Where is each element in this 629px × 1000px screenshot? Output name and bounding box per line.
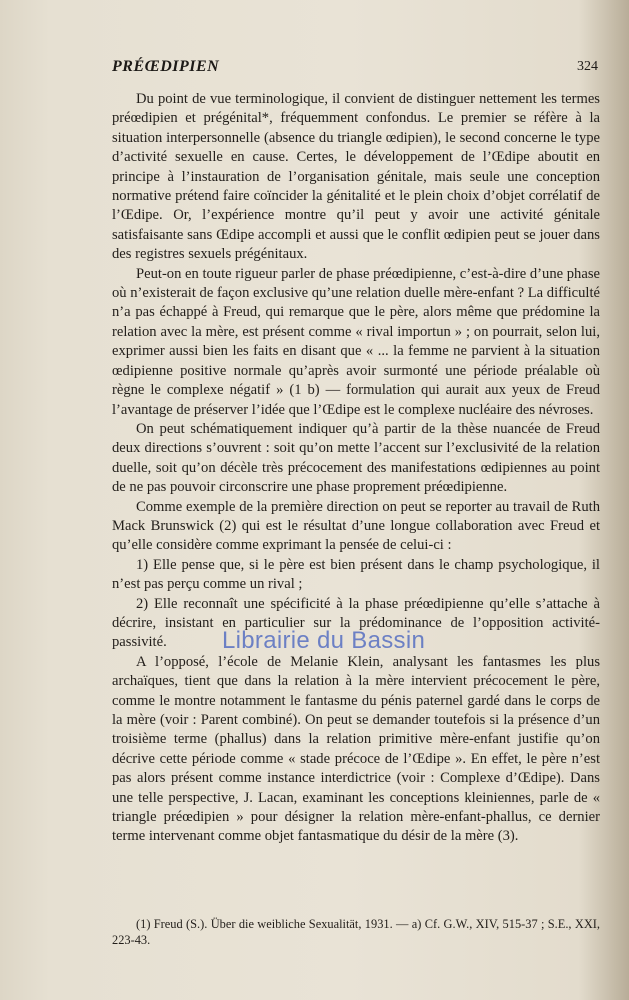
running-head: PRÉŒDIPIEN bbox=[112, 58, 220, 75]
body-text bbox=[112, 90, 600, 847]
paragraph: Comme exemple de la première direction on peut se reporter au travail de Ruth Mack Brunswick (2) qui est le résultat d’une longue collaboration avec Freud et qu’elle considère comme exprimant la pensée de celui-ci : bbox=[112, 498, 600, 554]
paragraph: Peut-on en toute rigueur parler de phase préœdipienne, c’est-à-dire d’une phase où n’existerait de façon exclusive qu’une relation duelle mère-enfant ? La difficulté n’a pas échappé à Freud, qui remarque que le père, alors même que prédomine la relation avec la mère, est présent comme « rival importun » ; on pourrait, selon lui, exprimer aussi bien les faits en disant que « ... la femme ne parvient à la situation œdipienne positive normale qu’après avoir surmonté une période préalable où règne le complexe négatif » (1 b) — formulation qui aurait aux yeux de Freud l’avantage de préserver l’idée que l’Œdipe est le complexe nucléaire des névroses. bbox=[112, 265, 600, 418]
list-item: 2) Elle reconnaît une spécificité à la phase préœdipienne qu’elle s’attache à décrire, insistant en particulier sur la prédominance de l’opposition activité-passivité. bbox=[112, 595, 600, 651]
footnote: (1) Freud (S.). Über die weibliche Sexualität, 1931. — a) Cf. G.W., XIV, 515-37 ; S.E., XXI, 223-43. bbox=[112, 917, 600, 947]
list-item: 1) Elle pense que, si le père est bien présent dans le champ psychologique, il n’est pas perçu comme un rival ; bbox=[112, 556, 600, 593]
paragraph: A l’opposé, l’école de Melanie Klein, analysant les fantasmes les plus archaïques, tient que dans la relation à la mère intervient précocement le père, comme le montre notamment le fantasme du pénis paternel gardé dans le corps de la mère (voir : Parent combiné). On peut se demander toutefois si la présence d’un troisième terme (phallus) dans la relation primitive mère-enfant justifie qu’on décrive cette période comme « stade précoce de l’Œdipe ». En effet, le père n’est pas alors présent comme instance interdictrice (voir : Complexe d’Œdipe). Dans une telle perspective, J. Lacan, examinant les conceptions kleiniennes, parle de « triangle préœdipien » pour désigner la relation mère-enfant-phallus, ce dernier terme intervenant comme objet fantasmatique du désir de la mère (3). bbox=[112, 653, 600, 845]
page-number: 324 bbox=[577, 59, 598, 74]
watermark: Librairie du Bassin bbox=[222, 627, 426, 654]
paragraph: Du point de vue terminologique, il convient de distinguer nettement les termes préœdipien et prégénital*, fréquemment confondus. Le premier se réfère à la situation interpersonnelle (absence du triangle œdipien), le second concerne le type d’activité sexuelle en cause. Certes, le développement de l’Œdipe aboutit en principe à l’instauration de l’organisation génitale, mais seule une conception normative prétend faire coïncider la génitalité et le plein choix d’objet corrélatif de l’Œdipe. Or, l’expérience montre qu’il peut y avoir une activité génitale satisfaisante sans Œdipe accompli et aussi que le conflit œdipien peut se jouer dans des registres sexuels prégénitaux. bbox=[112, 91, 600, 263]
paragraph: On peut schématiquement indiquer qu’à partir de la thèse nuancée de Freud deux directions s’ouvrent : soit qu’on mette l’accent sur l’exclusivité de la relation duelle, soit qu’on décèle très précocement des manifestations œdipiennes au point de ne pas pouvoir circonscrire une phase proprement préœdipienne. bbox=[112, 420, 600, 496]
page-header bbox=[112, 58, 598, 82]
